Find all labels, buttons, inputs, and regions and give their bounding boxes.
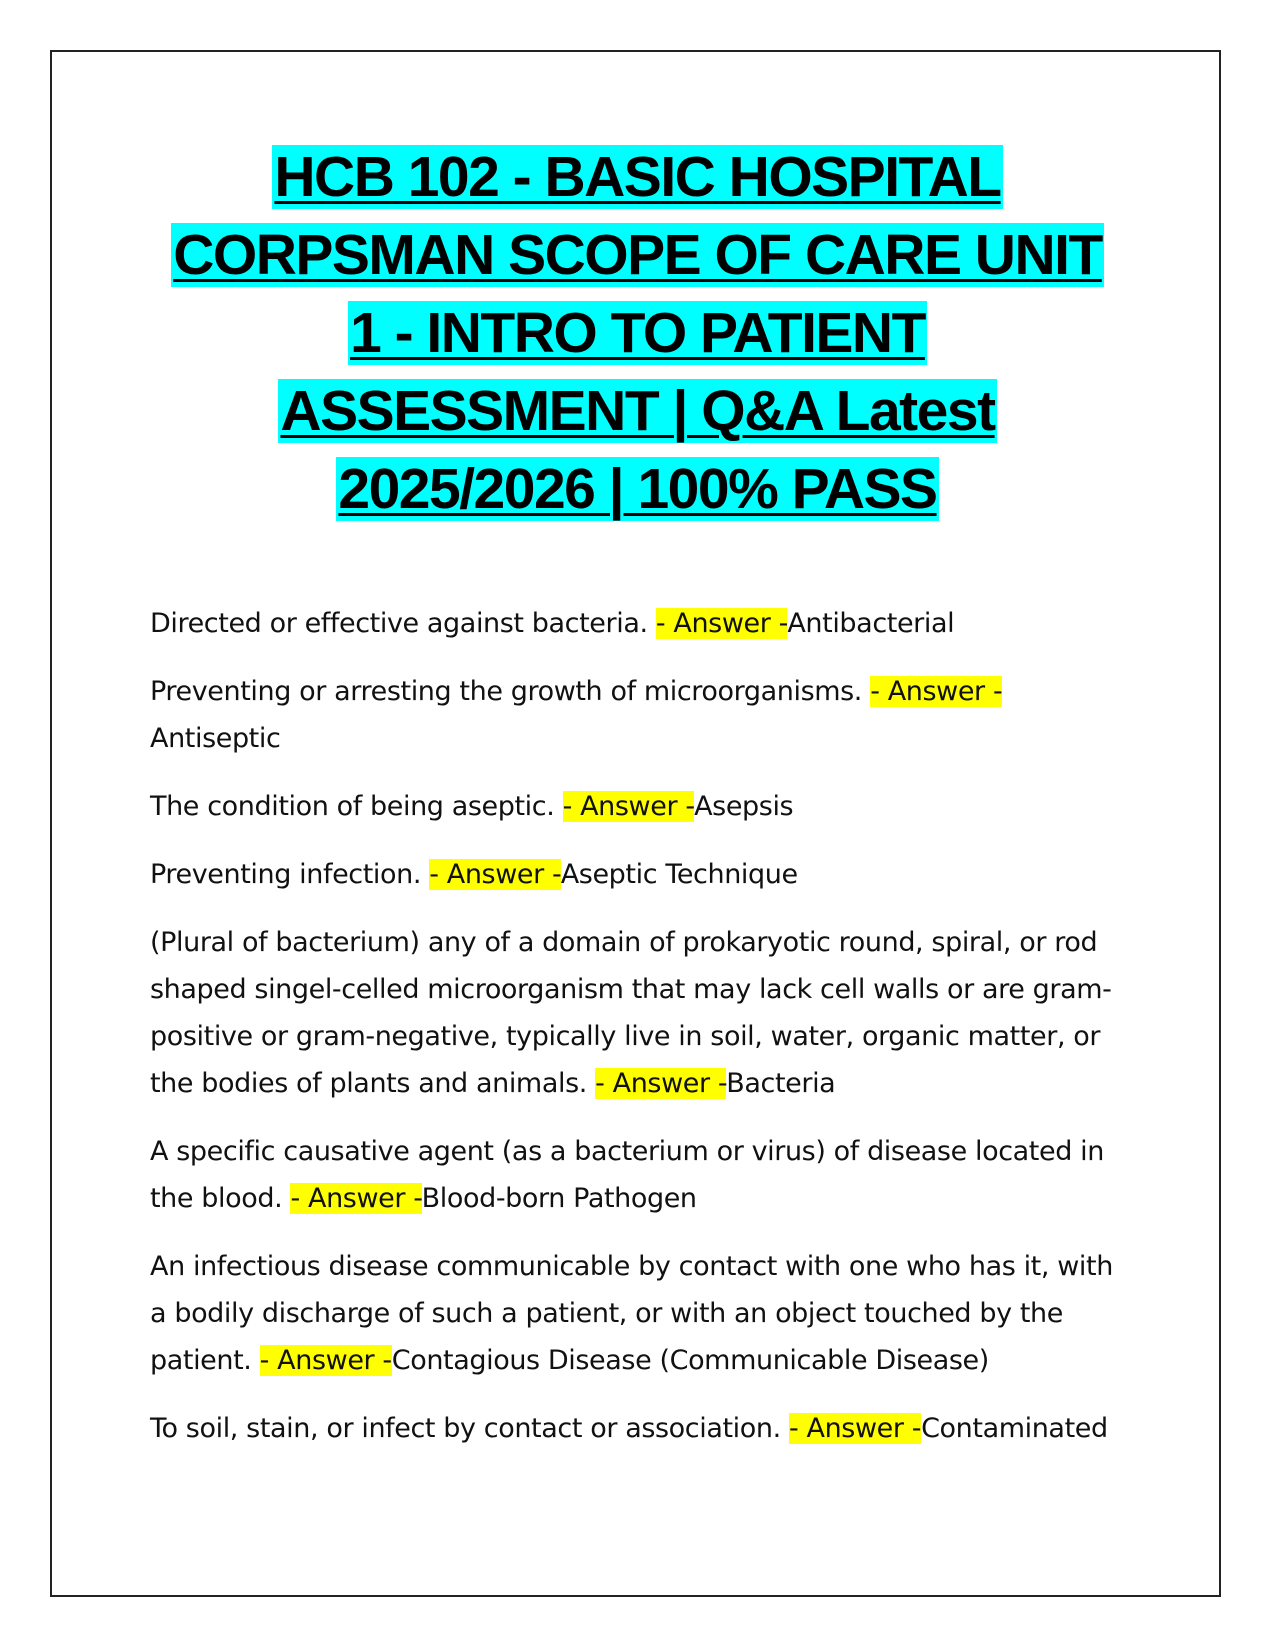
answer-marker: - Answer - xyxy=(562,791,695,822)
title-line-5: 2025/2026 | 100% PASS xyxy=(338,457,937,521)
answer-marker: - Answer - xyxy=(259,1345,392,1376)
question-text: An infectious disease communicable by contact with one who has it, with a bodily discharge of such a patient, or with an object touched by the patient. xyxy=(150,1251,1113,1376)
qa-item-antibacterial xyxy=(150,600,1130,647)
question-text: Directed or effective against bacteria. xyxy=(150,608,656,639)
answer-text: Contagious Disease (Communicable Disease) xyxy=(391,1345,989,1376)
qa-item-contagious-disease xyxy=(150,1243,1130,1384)
answer-text: Asepsis xyxy=(694,791,794,822)
answer-marker: - Answer - xyxy=(595,1068,727,1099)
answer-marker: - Answer - xyxy=(655,608,788,639)
answer-text: Contaminated xyxy=(921,1413,1108,1444)
qa-list xyxy=(150,600,1130,1473)
answer-marker: - Answer - xyxy=(429,859,561,890)
question-text: (Plural of bacterium) any of a domain of prokaryotic round, spiral, or rod shaped singel-celled microorganism that may lack cell walls or are gram-positive or gram-negative, typically live in soil, water, organic matter, or the bodies of plants and animals. xyxy=(150,927,1112,1099)
title-line-4: ASSESSMENT | Q&A Latest xyxy=(280,379,995,443)
qa-item-antiseptic xyxy=(150,668,1130,762)
question-text: Preventing or arresting the growth of microorganisms. xyxy=(150,676,871,707)
title-line-3: 1 - INTRO TO PATIENT xyxy=(350,301,925,365)
answer-text: Aseptic Technique xyxy=(560,859,798,890)
qa-item-asepsis xyxy=(150,783,1130,830)
qa-item-blood-born-pathogen xyxy=(150,1128,1130,1222)
qa-item-contaminated xyxy=(150,1405,1130,1452)
answer-marker: - Answer - xyxy=(788,1413,922,1444)
answer-marker: - Answer - xyxy=(870,676,1002,707)
answer-text: Blood-born Pathogen xyxy=(421,1183,697,1214)
qa-item-bacteria xyxy=(150,919,1130,1107)
title-line-2: CORPSMAN SCOPE OF CARE UNIT xyxy=(173,223,1102,287)
question-text: Preventing infection. xyxy=(150,859,430,890)
qa-item-aseptic-technique xyxy=(150,851,1130,898)
answer-text: Antibacterial xyxy=(787,608,955,639)
question-text: The condition of being aseptic. xyxy=(150,791,563,822)
answer-text: Bacteria xyxy=(726,1068,836,1099)
title-line-1: HCB 102 - BASIC HOSPITAL xyxy=(274,145,1001,209)
document-title xyxy=(110,138,1165,528)
question-text: To soil, stain, or infect by contact or association. xyxy=(150,1413,789,1444)
question-text: A specific causative agent (as a bacterium or virus) of disease located in the blood. xyxy=(150,1136,1104,1214)
answer-marker: - Answer - xyxy=(290,1183,422,1214)
answer-text: Antiseptic xyxy=(150,723,281,754)
